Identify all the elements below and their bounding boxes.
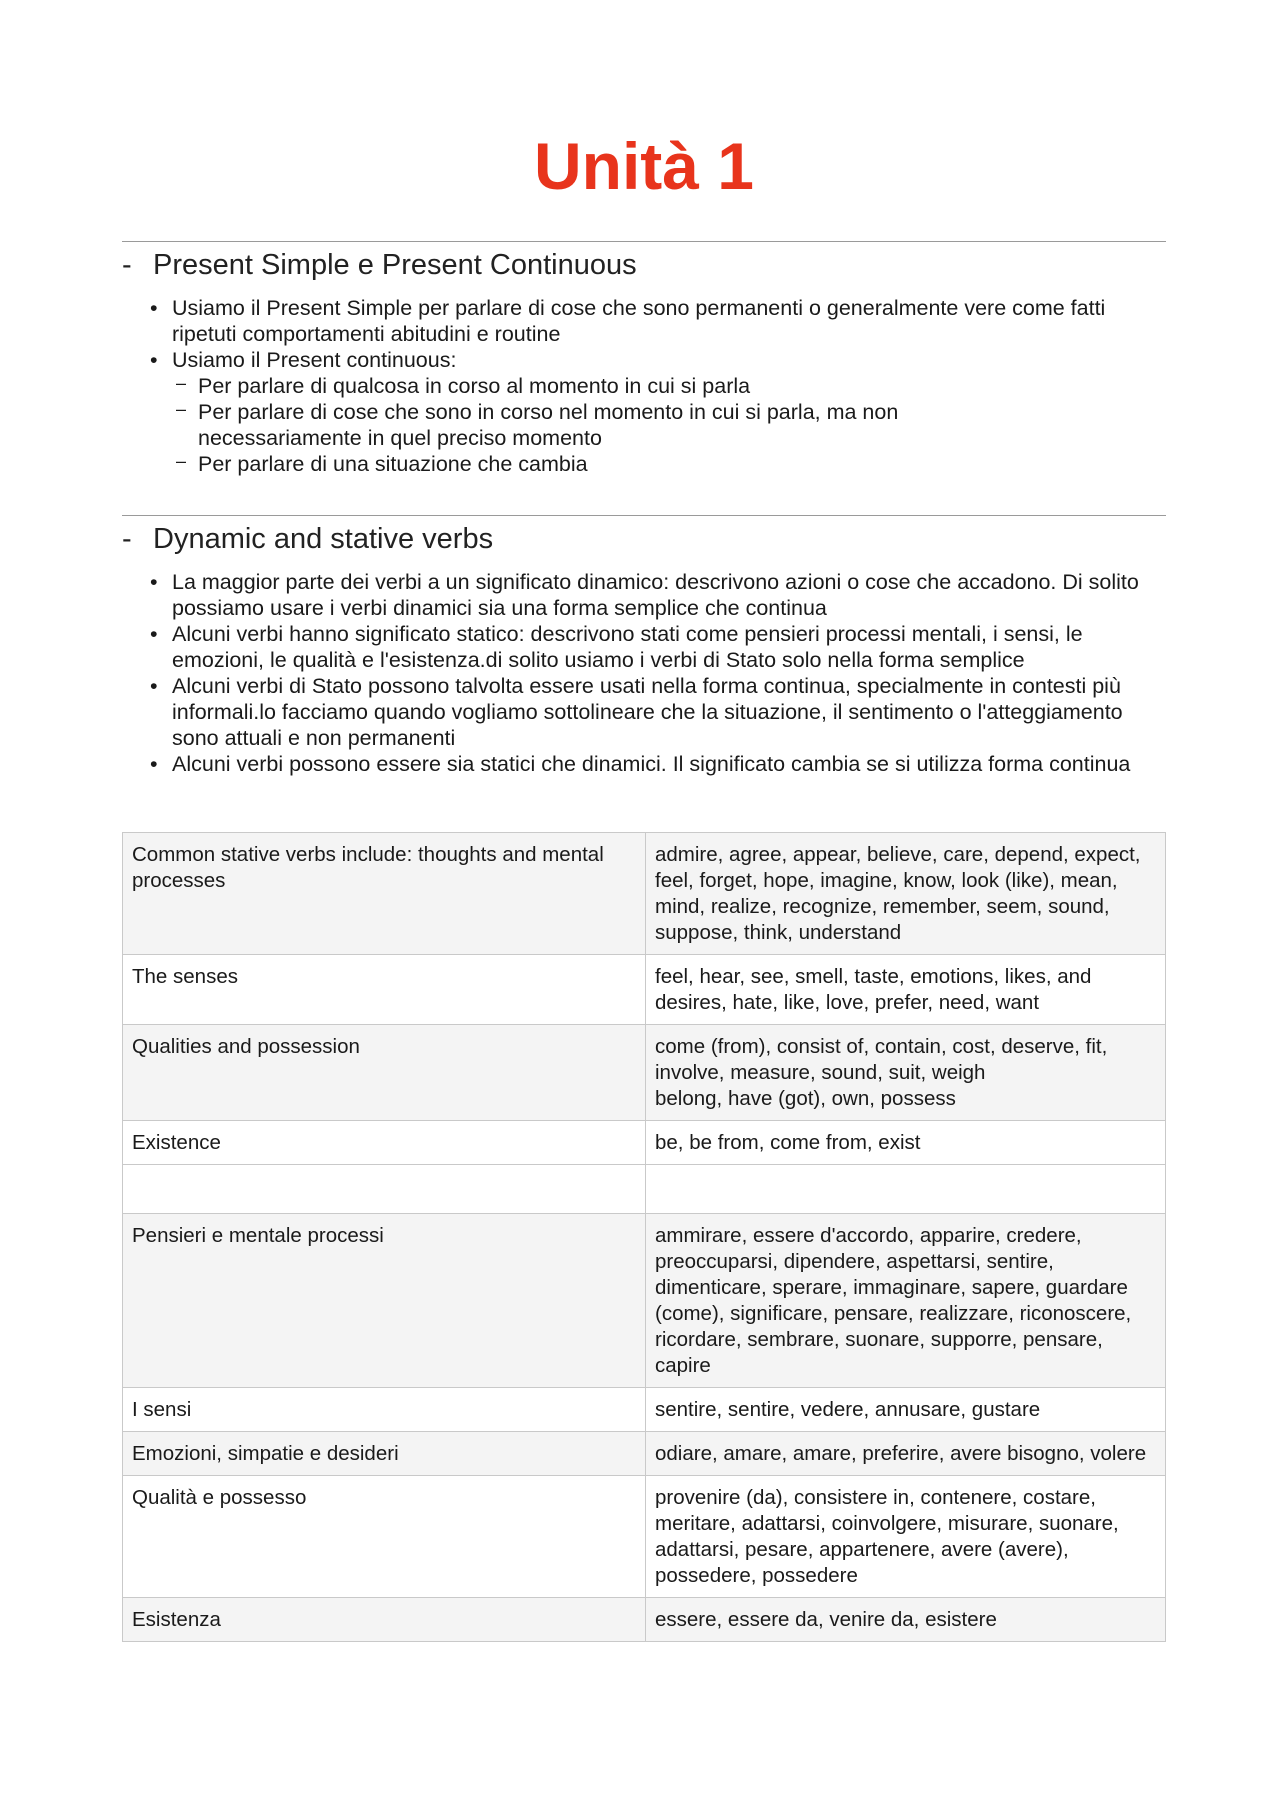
table-cell-verbs: odiare, amare, amare, preferire, avere bisogno, volere — [646, 1432, 1166, 1476]
page-title: Unità 1 — [533, 129, 755, 203]
table-cell-verbs: sentire, sentire, vedere, annusare, gustare — [646, 1388, 1166, 1432]
list-item — [150, 621, 1166, 673]
bullet-text: La maggior parte dei verbi a un significato dinamico: descrivono azioni o cose che accadono. Di solito possiamo usare i verbi dinamici sia una forma semplice che continua — [172, 570, 1139, 620]
sub-list-item — [172, 399, 1166, 451]
table-row — [123, 1388, 1166, 1432]
table-cell-category: Existence — [123, 1121, 646, 1165]
table-row — [123, 1121, 1166, 1165]
list-item — [150, 673, 1166, 751]
table-cell-verbs: be, be from, come from, exist — [646, 1121, 1166, 1165]
table-cell-verbs: provenire (da), consistere in, contenere, costare, meritare, adattarsi, coinvolgere, misurare, suonare, adattarsi, pesare, appartenere, avere (avere), possedere, possedere — [646, 1476, 1166, 1598]
heading-dash: - — [122, 523, 132, 555]
table-row — [123, 955, 1166, 1025]
list-item — [150, 347, 1166, 477]
table-cell-category: Pensieri e mentale processi — [123, 1214, 646, 1388]
table-cell-category: I sensi — [123, 1388, 646, 1432]
bullet-text: Usiamo il Present continuous: — [172, 348, 457, 372]
present-continuous-sublist — [172, 373, 1166, 477]
section-divider-2 — [122, 515, 1166, 516]
section-heading-text: Dynamic and stative verbs — [153, 523, 494, 555]
table-cell-category: Common stative verbs include: thoughts and mental processes — [123, 833, 646, 955]
table-cell-category — [123, 1165, 646, 1214]
heading-dash: - — [122, 249, 132, 281]
table-cell-verbs — [646, 1025, 1166, 1121]
bullet-text: Usiamo il Present Simple per parlare di cose che sono permanenti o generalmente vere come fatti ripetuti comportamenti abitudini e routine — [172, 296, 1106, 346]
table-cell-category: Esistenza — [123, 1598, 646, 1642]
table-row — [123, 1214, 1166, 1388]
section-heading-present — [122, 248, 637, 282]
section-heading-text: Present Simple e Present Continuous — [153, 249, 637, 281]
bullet-text: Alcuni verbi hanno significato statico: descrivono stati come pensieri processi mentali, i sensi, le emozioni, le qualità e l'esistenza.di solito usiamo i verbi di Stato solo nella forma semplice — [172, 622, 1083, 672]
table-cell-category: The senses — [123, 955, 646, 1025]
verbs-bullet-list — [150, 569, 1166, 777]
verbs-line-extra: belong, have (got), own, possess — [655, 1087, 956, 1110]
sub-item-text: Per parlare di una situazione che cambia — [198, 452, 588, 476]
table-cell-verbs: essere, essere da, venire da, esistere — [646, 1598, 1166, 1642]
sub-list-item — [172, 373, 1166, 399]
table-cell-verbs: feel, hear, see, smell, taste, emotions, likes, and desires, hate, like, love, prefer, need, want — [646, 955, 1166, 1025]
table-cell-verbs: admire, agree, appear, believe, care, depend, expect, feel, forget, hope, imagine, know, look (like), mean, mind, realize, recognize, remember, seem, sound, suppose, think, understand — [646, 833, 1166, 955]
table-row — [123, 1432, 1166, 1476]
list-item — [150, 751, 1166, 777]
table-cell-category: Qualità e possesso — [123, 1476, 646, 1598]
table-cell-category: Emozioni, simpatie e desideri — [123, 1432, 646, 1476]
list-item — [150, 569, 1166, 621]
table-row — [123, 1476, 1166, 1598]
table-row — [123, 833, 1166, 955]
stative-verbs-table — [122, 832, 1166, 1642]
section-divider-1 — [122, 241, 1166, 242]
present-bullet-list — [150, 295, 1166, 477]
table-cell-verbs: ammirare, essere d'accordo, apparire, credere, preoccuparsi, dipendere, aspettarsi, sentire, dimenticare, sperare, immaginare, sapere, guardare (come), significare, pensare, realizzare, riconoscere, ricordare, sembrare, suonare, supporre, pensare, capire — [646, 1214, 1166, 1388]
bullet-text: Alcuni verbi possono essere sia statici che dinamici. Il significato cambia se si utilizza forma continua — [172, 752, 1131, 776]
table-cell-verbs — [646, 1165, 1166, 1214]
sub-item-text: Per parlare di cose che sono in corso nel momento in cui si parla, ma non necessariamente in quel preciso momento — [198, 400, 899, 450]
list-item — [150, 295, 1166, 347]
bullet-text: Alcuni verbi di Stato possono talvolta essere usati nella forma continua, specialmente in contesti più informali.lo facciamo quando vogliamo sottolineare che la situazione, il sentimento o l'atteggiamento sono attuali e non permanenti — [172, 674, 1123, 750]
table-row — [123, 1598, 1166, 1642]
table-cell-category: Qualities and possession — [123, 1025, 646, 1121]
sub-list-item — [172, 451, 1166, 477]
table-row-empty — [123, 1165, 1166, 1214]
verbs-line: come (from), consist of, contain, cost, deserve, fit, involve, measure, sound, suit, weigh — [655, 1035, 1108, 1084]
table-row — [123, 1025, 1166, 1121]
section-heading-verbs — [122, 522, 493, 556]
sub-item-text: Per parlare di qualcosa in corso al momento in cui si parla — [198, 374, 751, 398]
